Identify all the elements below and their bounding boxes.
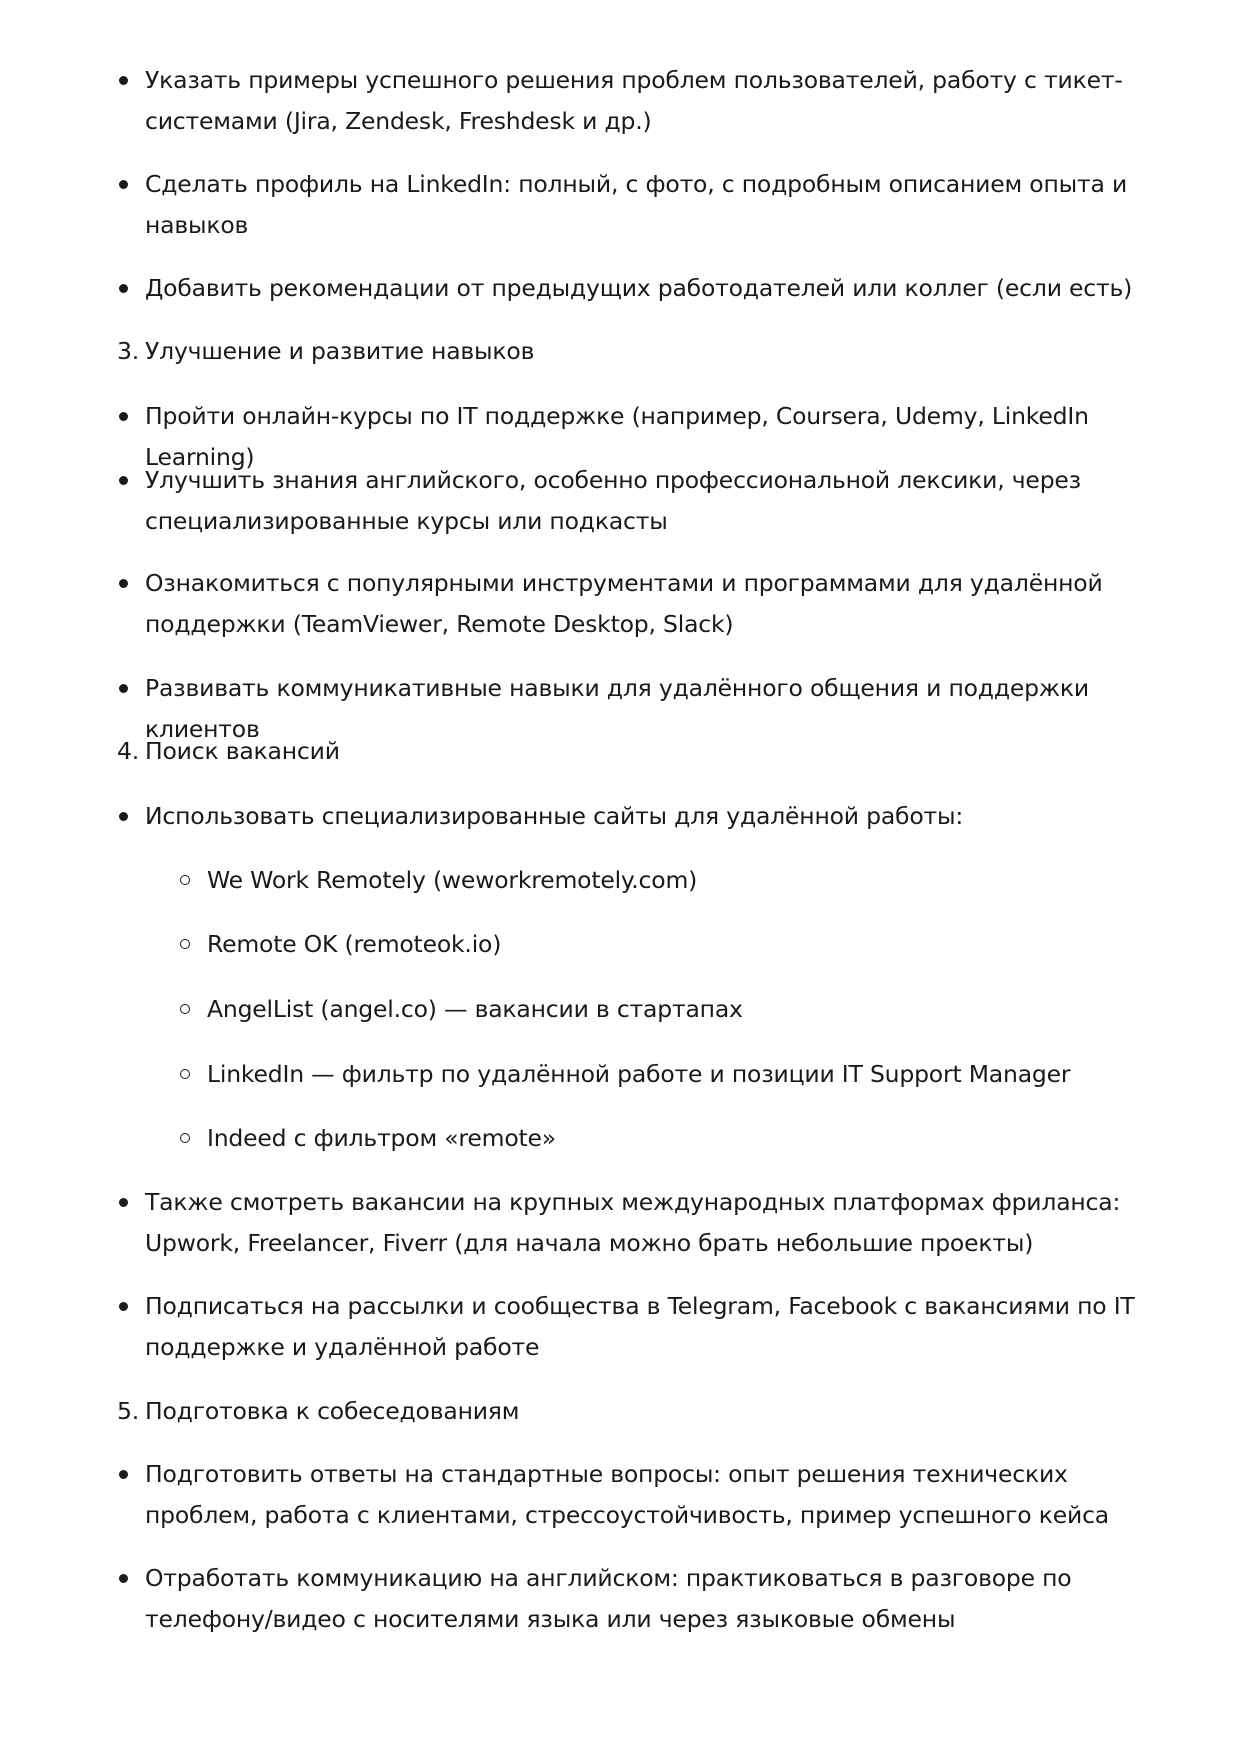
section-heading-text: Подготовка к собеседованиям bbox=[145, 1397, 520, 1425]
sub-list-item-text: LinkedIn — фильтр по удалённой работе и позиции IT Support Manager bbox=[207, 1060, 1071, 1088]
list-item bbox=[145, 164, 1145, 246]
list-item-text: Указать примеры успешного решения проблем пользователей, работу с тикет-системами (Jira, Zendesk, Freshdesk и др.) bbox=[145, 66, 1123, 135]
bullet-circle bbox=[180, 939, 190, 949]
list-item bbox=[145, 1454, 1145, 1536]
sub-list-item bbox=[207, 1054, 1147, 1095]
sub-list-item bbox=[207, 860, 1147, 901]
list-item-text: Сделать профиль на LinkedIn: полный, с фото, с подробным описанием опыта и навыков bbox=[145, 170, 1128, 239]
bullet-dot bbox=[119, 412, 128, 421]
bullet-dot bbox=[119, 579, 128, 588]
list-item bbox=[145, 1182, 1145, 1264]
list-item-text: Добавить рекомендации от предыдущих работодателей или коллег (если есть) bbox=[145, 274, 1133, 302]
bullet-dot bbox=[119, 284, 128, 293]
list-number: 3. bbox=[117, 337, 140, 365]
sub-list-item bbox=[207, 1118, 1147, 1159]
sub-list-item-text: Remote OK (remoteok.io) bbox=[207, 930, 502, 958]
list-item bbox=[145, 796, 1145, 837]
bullet-circle bbox=[180, 1069, 190, 1079]
bullet-dot bbox=[119, 684, 128, 693]
section-heading-text: Улучшение и развитие навыков bbox=[145, 337, 535, 365]
list-item-text: Ознакомиться с популярными инструментами и программами для удалённой поддержки (TeamViewer, Remote Desktop, Slack) bbox=[145, 569, 1103, 638]
list-item bbox=[145, 268, 1145, 309]
list-item-text: Подготовить ответы на стандартные вопросы: опыт решения технических проблем, работа с клиентами, стрессоустойчивость, пример успешного кейса bbox=[145, 1460, 1109, 1529]
list-item-text: Улучшить знания английского, особенно профессиональной лексики, через специализированные курсы или подкасты bbox=[145, 466, 1081, 535]
bullet-dot bbox=[119, 1574, 128, 1583]
section-heading bbox=[117, 731, 1145, 772]
bullet-dot bbox=[119, 1198, 128, 1207]
bullet-circle bbox=[180, 1004, 190, 1014]
bullet-dot bbox=[119, 1470, 128, 1479]
list-number: 4. bbox=[117, 737, 140, 765]
list-item-text: Пройти онлайн-курсы по IT поддержке (например, Coursera, Udemy, LinkedIn Learning) bbox=[145, 402, 1089, 471]
bullet-circle bbox=[180, 875, 190, 885]
bullet-dot bbox=[119, 180, 128, 189]
bullet-dot bbox=[119, 1302, 128, 1311]
list-number: 5. bbox=[117, 1397, 140, 1425]
sub-list-item-text: AngelList (angel.co) — вакансии в стартапах bbox=[207, 995, 743, 1023]
list-item bbox=[145, 1558, 1145, 1640]
list-item-text: Развивать коммуникативные навыки для удалённого общения и поддержки клиентов bbox=[145, 674, 1089, 743]
list-item-text: Использовать специализированные сайты для удалённой работы: bbox=[145, 802, 964, 830]
bullet-dot bbox=[119, 812, 128, 821]
section-heading bbox=[117, 331, 1145, 372]
sub-list-item-text: Indeed с фильтром «remote» bbox=[207, 1124, 556, 1152]
list-item bbox=[145, 1286, 1145, 1368]
list-item bbox=[145, 460, 1145, 542]
sub-list-item bbox=[207, 989, 1147, 1030]
bullet-circle bbox=[180, 1133, 190, 1143]
bullet-dot bbox=[119, 476, 128, 485]
section-heading-text: Поиск вакансий bbox=[145, 737, 340, 765]
sub-list-item-text: We Work Remotely (weworkremotely.com) bbox=[207, 866, 698, 894]
list-item-text: Отработать коммуникацию на английском: практиковаться в разговоре по телефону/видео с носителями языка или через языковые обмены bbox=[145, 1564, 1072, 1633]
section-heading bbox=[117, 1391, 1145, 1432]
list-item-text: Также смотреть вакансии на крупных международных платформах фриланса: Upwork, Freelancer, Fiverr (для начала можно брать небольшие проекты) bbox=[145, 1188, 1121, 1257]
list-item bbox=[145, 563, 1145, 645]
list-item bbox=[145, 60, 1145, 142]
bullet-dot bbox=[119, 76, 128, 85]
sub-list-item bbox=[207, 924, 1147, 965]
list-item-text: Подписаться на рассылки и сообщества в Telegram, Facebook с вакансиями по IT поддержке и удалённой работе bbox=[145, 1292, 1135, 1361]
